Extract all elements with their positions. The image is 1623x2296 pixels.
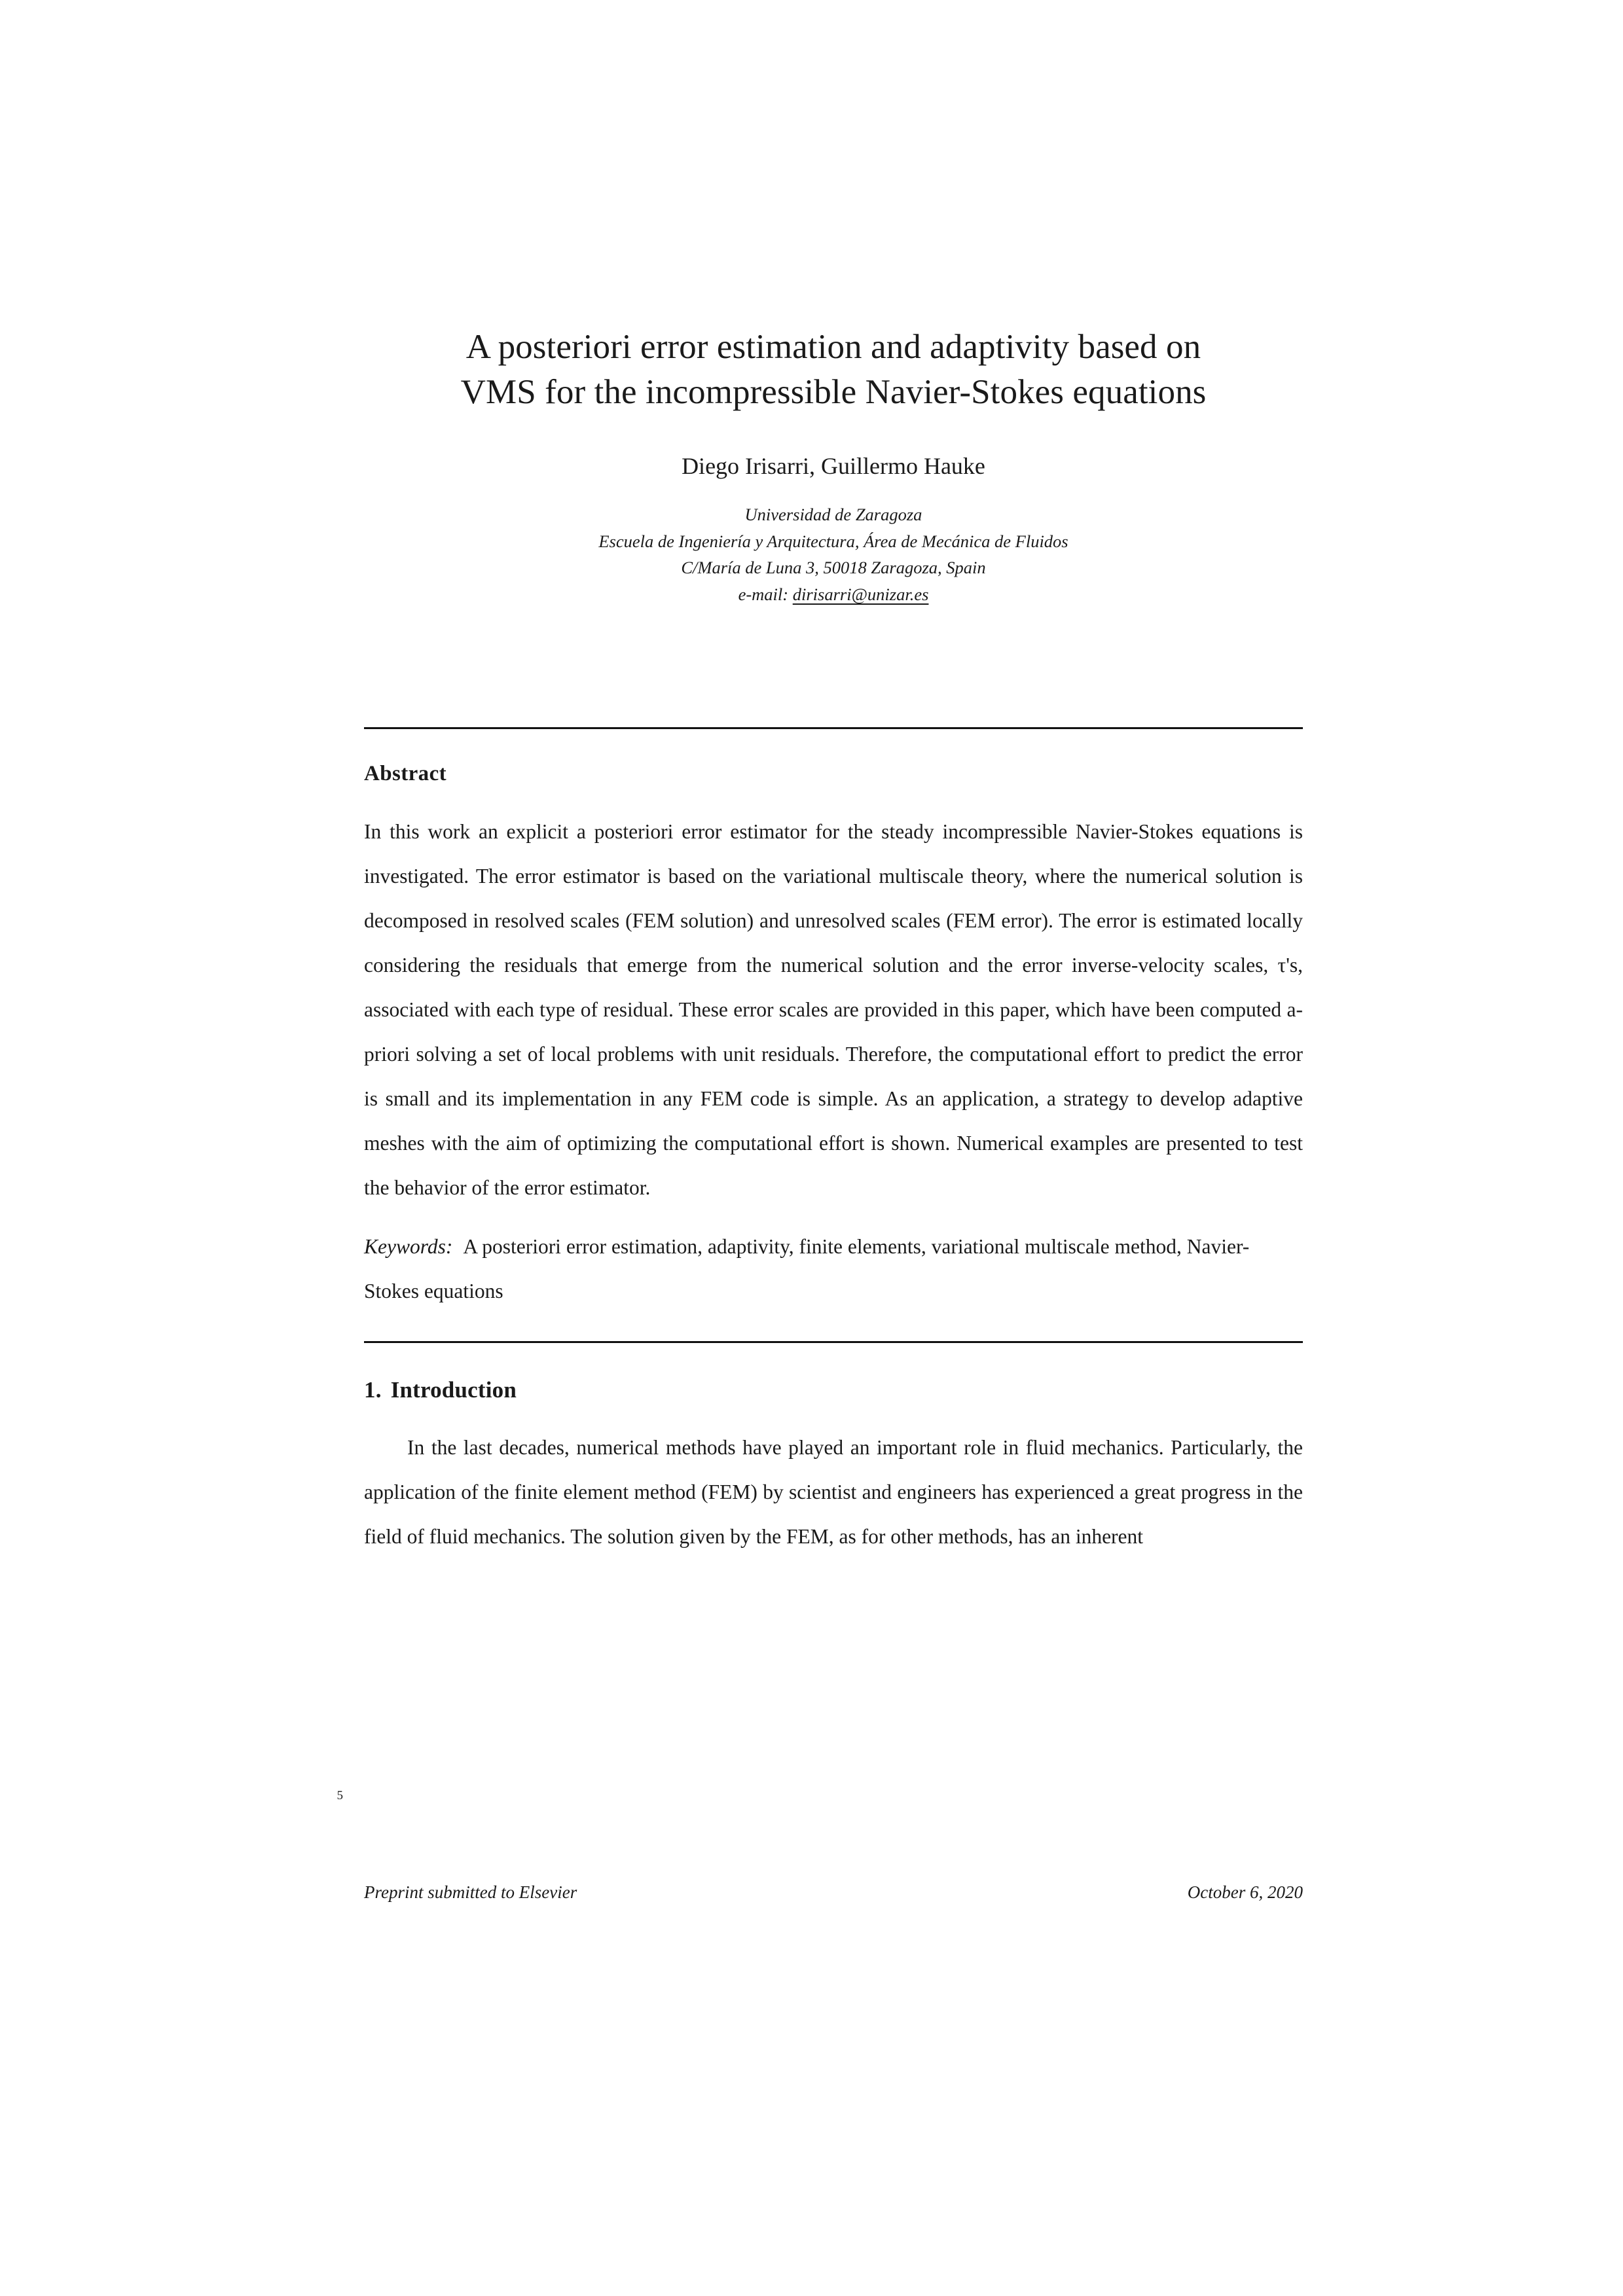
page-footer [364,1882,1303,1903]
email-label: e-mail: [738,584,789,604]
abstract-bottom-rule [364,1341,1303,1343]
page-title [378,325,1288,415]
page-content-column [364,0,1303,1559]
affiliation-line-institution: Universidad de Zaragoza [744,505,922,525]
line-number-marker: 5 [337,1789,343,1803]
section-heading-introduction [364,1377,1303,1403]
section-number: 1. [364,1376,382,1403]
introduction-paragraph: In the last decades, numerical methods have played an important role in fluid mechanics. Particularly, the application of the finite element method (FEM) by scientist and engineers has experienced a great progress in the field of fluid mechanics. The solution given by the FEM, as for other methods, has an inherent [364,1435,1303,1548]
affiliation-block [364,501,1303,607]
keywords-label: Keywords: [364,1234,453,1258]
affiliation-line-school: Escuela de Ingeniería y Arquitectura, Área de Mecánica de Fluidos [598,531,1068,551]
affiliation-line-email [364,581,1303,608]
abstract-heading: Abstract [364,761,447,785]
paper-title-line-1: A posteriori error estimation and adaptivity based on [465,328,1201,366]
title-block [364,325,1303,608]
footer-right-date: October 6, 2020 [1187,1882,1303,1902]
footer-left-text: Preprint submitted to Elsevier [364,1882,577,1902]
affiliation-line-address: C/María de Luna 3, 50018 Zaragoza, Spain [681,558,986,578]
email-link[interactable]: dirisarri@unizar.es [792,584,929,604]
abstract-top-rule [364,727,1303,729]
keywords-list: A posteriori error estimation, adaptivity, finite elements, variational multiscale method, Navier-Stokes equations [364,1234,1250,1302]
abstract-paragraph: In this work an explicit a posteriori error estimator for the steady incompressible Navier-Stokes equations is investigated. The error estimator is based on the variational multiscale theory, where the numerical solution is decomposed in resolved scales (FEM solution) and unresolved scales (FEM error). The error is estimated locally considering the residuals that emerge from the numerical solution and the error inverse-velocity scales, τ's, associated with each type of residual. These error scales are provided in this paper, which have been computed a-priori solving a set of local problems with unit residuals. Therefore, the computational effort to predict the error is small and its implementation in any FEM code is simple. As an application, a strategy to develop adaptive meshes with the aim of optimizing the computational effort is shown. Numerical examples are presented to test the behavior of the error estimator. [364,819,1303,1199]
introduction-body [364,1426,1303,1559]
keywords-block [364,1225,1303,1314]
author-list: Diego Irisarri, Guillermo Hauke [682,452,985,479]
abstract-body [364,810,1303,1210]
paper-title-line-2: VMS for the incompressible Navier-Stokes equations [460,372,1207,411]
section-title: Introduction [390,1376,517,1403]
